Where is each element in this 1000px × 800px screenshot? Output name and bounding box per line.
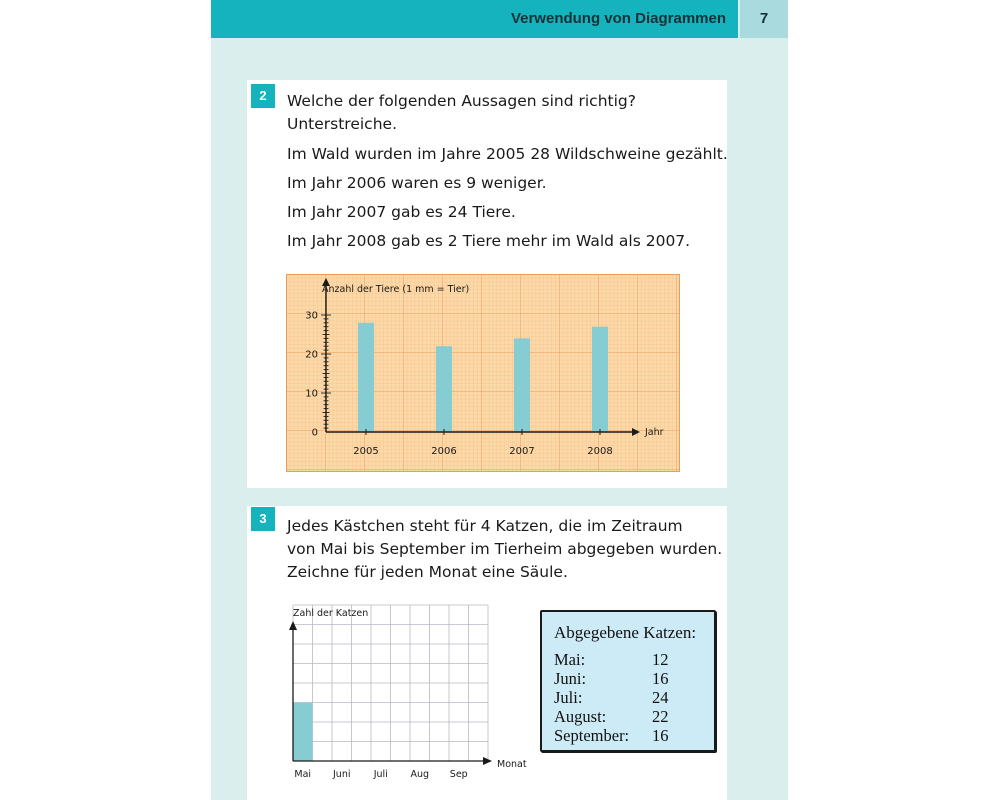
cats-row-label: Mai:: [554, 650, 586, 669]
x-tick-label: 2007: [509, 446, 535, 457]
cats-row-august: [554, 707, 669, 727]
chart2-xlabel: Monat: [497, 759, 527, 770]
cats-row-label: August:: [554, 707, 607, 726]
chart1-ylabel: Anzahl der Tiere (1 mm = Tier): [322, 284, 470, 295]
bar-2005: [358, 323, 374, 432]
graph-paper-grid: [286, 274, 680, 472]
y-tick-label: 10: [305, 388, 318, 400]
page-number: 7: [759, 10, 769, 27]
header-bar: [211, 0, 738, 38]
task-3-number: 3: [251, 507, 275, 531]
cats-row-label: Juni:: [554, 669, 587, 688]
task-3-line-3: Zeichne für jeden Monat eine Säule.: [287, 563, 568, 581]
x-tick-label: 2006: [431, 446, 457, 457]
x-tick-label: Sep: [449, 769, 468, 780]
cats-row-value: 16: [652, 726, 669, 745]
wild-boar-chart: [286, 274, 680, 472]
y-axis-arrow: [289, 621, 297, 630]
chart1-xlabel: Jahr: [645, 427, 664, 438]
cats-row-juni: [554, 669, 669, 689]
cats-row-mai: [554, 650, 669, 670]
bar-2006: [436, 346, 452, 432]
y-tick-label: 20: [305, 349, 318, 361]
bar-2007: [514, 338, 530, 432]
x-tick-label: Juli: [373, 769, 388, 780]
statement-4[interactable]: Im Jahr 2008 gab es 2 Tiere mehr im Wald als 2007.: [287, 232, 691, 250]
statement-3[interactable]: Im Jahr 2007 gab es 24 Tiere.: [287, 203, 516, 221]
statement-1[interactable]: Im Wald wurden im Jahre 2005 28 Wildschweine gezählt.: [287, 145, 728, 163]
cats-row-value: 22: [652, 707, 669, 726]
cats-row-september: [554, 726, 669, 746]
cats-row-value: 24: [652, 688, 669, 707]
task-2-instruction: Unterstreiche.: [287, 115, 397, 133]
x-tick-label: Aug: [410, 769, 430, 780]
x-tick-label: Juni: [333, 769, 351, 780]
x-tick-label: 2008: [587, 446, 613, 457]
cats-row-value: 12: [652, 650, 669, 669]
statement-2[interactable]: Im Jahr 2006 waren es 9 weniger.: [287, 174, 547, 192]
chart2-ylabel: Zahl der Katzen: [293, 608, 369, 619]
page-number-box: [740, 0, 788, 38]
x-axis-arrow: [483, 757, 492, 765]
x-tick-label: 2005: [353, 446, 379, 457]
bar-2008: [592, 327, 608, 432]
header-title: Verwendung von Diagrammen: [510, 10, 726, 27]
cats-row-label: Juli:: [554, 688, 583, 707]
cats-info-box: [540, 610, 716, 752]
cats-row-juli: [554, 688, 669, 708]
cats-row-label: September:: [554, 726, 630, 745]
task-3-line-1: Jedes Kästchen steht für 4 Katzen, die im Zeitraum: [287, 517, 683, 535]
y-tick-label: 0: [311, 427, 318, 439]
task-2-number: 2: [251, 84, 275, 108]
cats-row-value: 16: [652, 669, 669, 688]
x-tick-label: Mai: [294, 769, 312, 780]
cats-box-title: Abgegebene Katzen:: [554, 623, 697, 642]
bar-Mai: [293, 703, 313, 762]
cats-chart[interactable]: [284, 604, 534, 784]
task-2-question: Welche der folgenden Aussagen sind richtig?: [287, 92, 636, 110]
y-tick-label: 30: [305, 310, 318, 322]
task-3-line-2: von Mai bis September im Tierheim abgegeben wurden.: [287, 540, 723, 558]
